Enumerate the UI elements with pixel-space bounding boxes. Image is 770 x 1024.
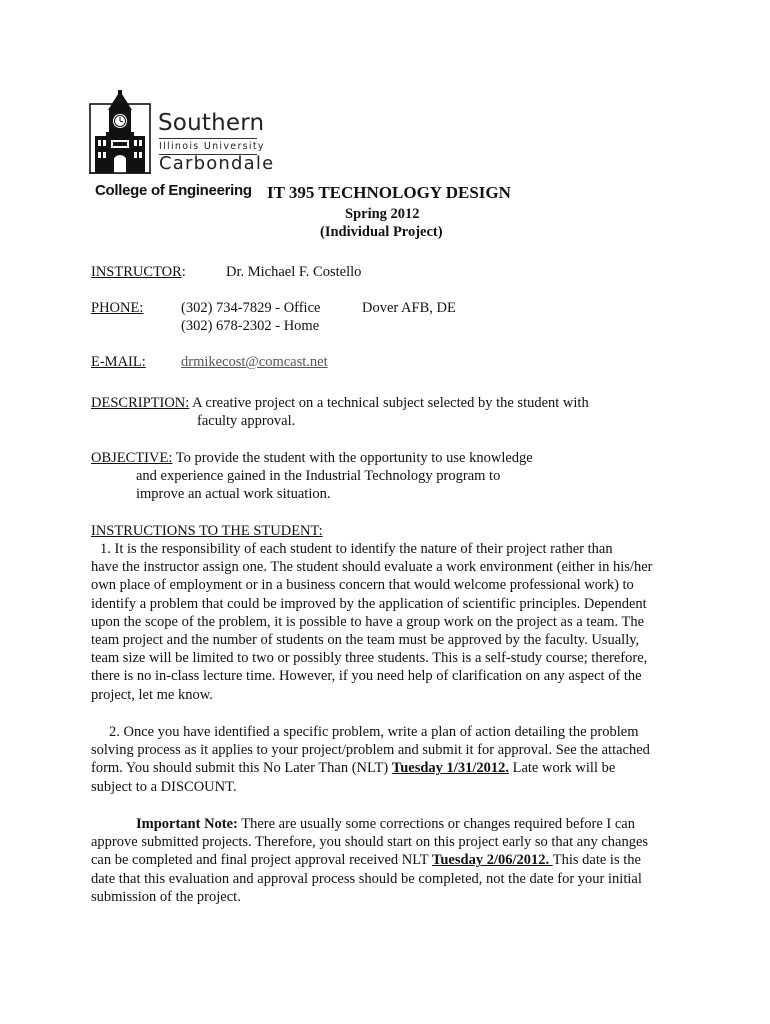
email-link[interactable]: drmikecost@comcast.net	[181, 354, 328, 370]
item1-line: 1. It is the responsibility of each student to identify the nature of their project rather than	[100, 541, 613, 557]
description-line2: faculty approval.	[197, 413, 296, 429]
instructor-label: INSTRUCTOR	[91, 264, 182, 280]
course-term: Spring 2012	[345, 206, 420, 222]
item1-line: there is no in-class lecture time. However, if you need help of clarification on any aspect of the	[91, 668, 642, 685]
item1-line: own place of employment or in a business concern that would welcome professional work) to	[91, 577, 634, 594]
description-label: DESCRIPTION:	[91, 395, 190, 411]
course-title: IT 395 TECHNOLOGY DESIGN	[267, 183, 511, 202]
phone-label: PHONE:	[91, 300, 144, 316]
instructions-item-2	[91, 723, 691, 796]
phone-home: (302) 678-2302 - Home	[181, 318, 320, 334]
logo-illinois-university: Illinois University	[159, 141, 265, 152]
note-label: Important Note:	[136, 816, 238, 832]
objective-line2: and experience gained in the Industrial Technology program to	[136, 468, 501, 484]
note-line2: approve submitted projects. Therefore, you should start on this project early so that any changes	[91, 834, 649, 851]
item1-line: identify a problem that could be improved by the application of scientific principles. Dependent	[91, 595, 647, 612]
item2-line2: solving process as it applies to your project/problem and submit it for approval. See the attached	[91, 742, 650, 759]
phone-office: (302) 734-7829 - Office	[181, 300, 321, 316]
objective-line3: improve an actual work situation.	[136, 486, 331, 502]
description-line1: DESCRIPTION: A creative project on a technical subject selected by the student with	[91, 395, 589, 411]
instructor-colon: :	[181, 264, 186, 280]
instructor-name: Dr. Michael F. Costello	[226, 264, 362, 280]
clock-tower-icon	[89, 90, 151, 174]
email-label: E-MAIL:	[91, 354, 146, 370]
note-line3: can be completed and final project approval received NLT Tuesday 2/06/2012. This date is the	[91, 852, 641, 869]
instructor-row	[91, 263, 186, 281]
instructions-item-1	[91, 540, 691, 704]
item1-line: upon the scope of the problem, it is possible to have a group work on the project as a team. The	[91, 613, 645, 630]
item1-line: team project and the number of students on the team must be approved by the faculty. Usually,	[91, 632, 640, 649]
deadline-2: Tuesday 2/06/2012.	[432, 852, 553, 869]
note-line1: Important Note: There are usually some corrections or changes required before I can	[136, 816, 635, 832]
note-line4: date that this evaluation and approval process should be completed, not the date for your initial	[91, 870, 642, 887]
item1-line: team size will be limited to two or possibly three students. This is a self-study course; therefore,	[91, 650, 648, 667]
item1-line: have the instructor assign one. The student should evaluate a work environment (either in his/her	[91, 559, 653, 576]
objective-label: OBJECTIVE:	[91, 450, 173, 466]
item1-line: project, let me know.	[91, 686, 213, 703]
deadline-1: Tuesday 1/31/2012.	[391, 760, 509, 777]
note-line5: submission of the project.	[91, 888, 241, 905]
phone-location: Dover AFB, DE	[362, 300, 456, 316]
project-type: (Individual Project)	[320, 224, 443, 240]
important-note	[91, 815, 691, 906]
objective-line1: OBJECTIVE: To provide the student with the opportunity to use knowledge	[91, 450, 533, 466]
item2-line4: subject to a DISCOUNT.	[91, 778, 237, 795]
logo-southern: Southern	[158, 110, 265, 136]
item2-line3: form. You should submit this No Later Than (NLT) Tuesday 1/31/2012. Late work will be	[91, 760, 616, 777]
instructions-heading: INSTRUCTIONS TO THE STUDENT:	[91, 523, 323, 539]
college-of-engineering: College of Engineering	[95, 182, 252, 199]
item2-line1: 2. Once you have identified a specific problem, write a plan of action detailing the problem	[109, 724, 639, 740]
logo-carbondale: Carbondale	[159, 153, 275, 174]
